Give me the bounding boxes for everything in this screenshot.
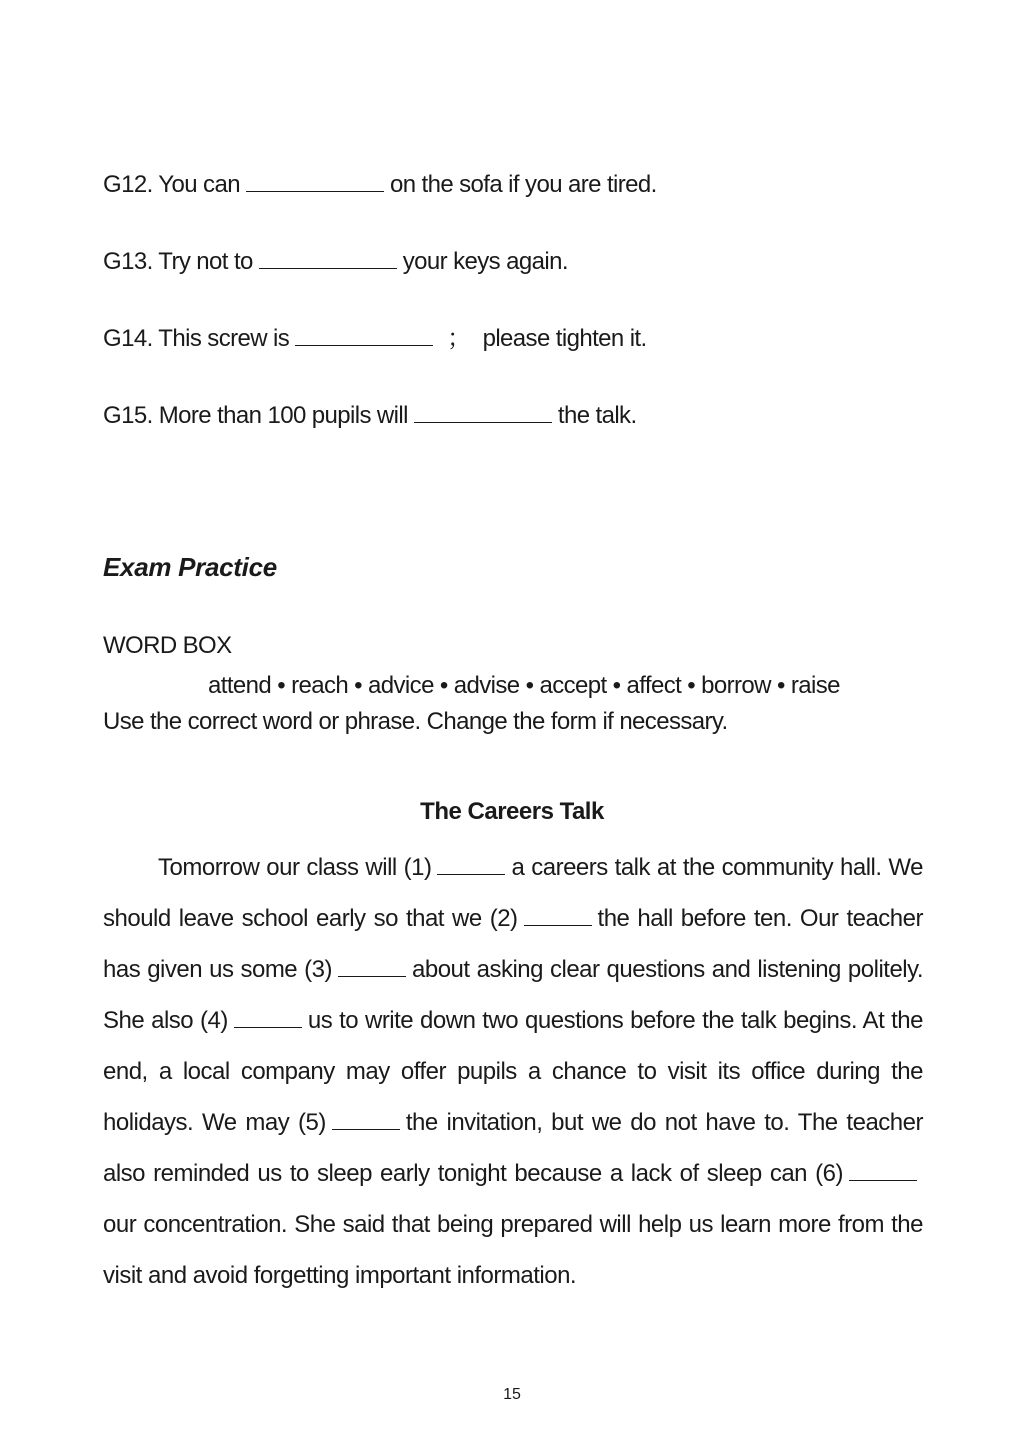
section-title: Exam Practice <box>103 552 277 582</box>
semicolon-separator: ； <box>447 325 471 352</box>
question-text-before: More than 100 pupils will <box>158 402 408 429</box>
question-text-before: Try not to <box>158 248 253 275</box>
question-text-before: You can <box>158 171 240 198</box>
question-number: G12. <box>103 171 153 198</box>
question-g14 <box>103 324 647 354</box>
passage-segment: the hall before ten. Our teacher has given us some (3) <box>103 905 923 983</box>
passage-body <box>103 842 923 1301</box>
passage-segment: about asking clear questions and listening politely. She also (4) <box>103 956 924 1034</box>
passage-segment: our concentration. She said that being prepared will help us learn more from the visit and avoid forgetting important information. <box>103 1211 923 1289</box>
word-box-label: WORD BOX <box>103 632 232 659</box>
answer-blank-3[interactable] <box>338 972 406 977</box>
question-number: G13. <box>103 248 153 275</box>
answer-blank[interactable] <box>414 418 552 423</box>
question-number: G14. <box>103 325 153 352</box>
word-box-list: attend • reach • advice • advise • accept • affect • borrow • raise <box>208 672 840 699</box>
instruction-text: Use the correct word or phrase. Change the form if necessary. <box>103 708 728 735</box>
passage-segment: the invitation, but we do not have to. The teacher also reminded us to sleep early tonight because a lack of sleep can (6) <box>103 1109 923 1187</box>
answer-blank[interactable] <box>259 264 397 269</box>
question-text-after: your keys again. <box>402 248 568 275</box>
question-g12 <box>103 170 657 200</box>
passage-segment: Tomorrow our class will (1) <box>158 854 432 881</box>
answer-blank-6[interactable] <box>849 1176 917 1181</box>
question-g13 <box>103 247 568 277</box>
answer-blank-5[interactable] <box>332 1125 400 1130</box>
question-text-after: on the sofa if you are tired. <box>389 171 657 198</box>
passage-segment: a careers talk at the community hall. We should leave school early so that we (2) <box>103 854 923 932</box>
question-text-after: please tighten it. <box>482 325 647 352</box>
answer-blank[interactable] <box>246 187 384 192</box>
question-g15 <box>103 401 637 431</box>
answer-blank-1[interactable] <box>437 870 505 875</box>
question-text-before: This screw is <box>158 325 290 352</box>
passage-title: The Careers Talk <box>420 798 604 825</box>
question-text-after: the talk. <box>557 402 637 429</box>
answer-blank[interactable] <box>295 341 433 346</box>
answer-blank-4[interactable] <box>234 1023 302 1028</box>
answer-blank-2[interactable] <box>524 921 592 926</box>
question-number: G15. <box>103 402 153 429</box>
passage-segment: us to write down two questions before the talk begins. At the end, a local company may offer pupils a chance to visit its office during the holidays. We may (5) <box>103 1007 923 1136</box>
page-number: 15 <box>503 1386 521 1403</box>
